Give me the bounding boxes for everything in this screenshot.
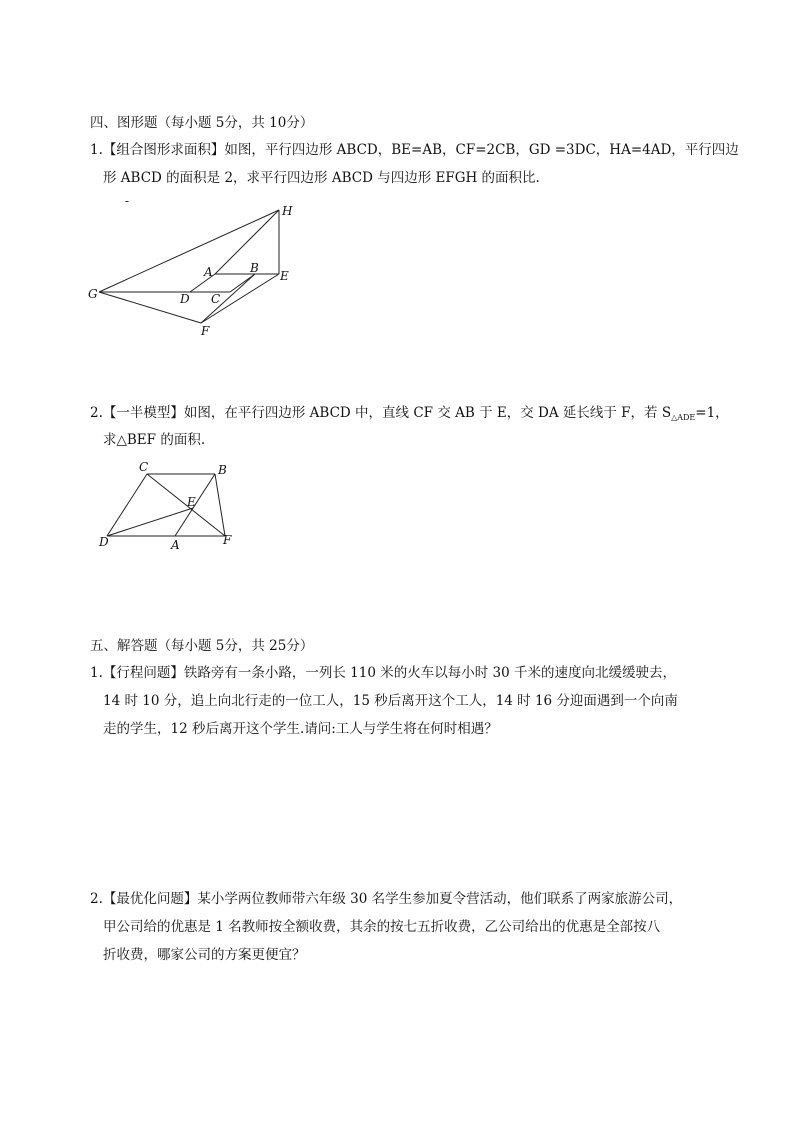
label-e: E <box>280 269 289 283</box>
s4-q2-line1-pre: 2.【一半模型】如图，在平行四边形 ABCD 中，直线 CF 交 AB 于 E，交 DA 延长线于 F，若 S <box>90 405 672 421</box>
s4-q2-line1-post: =1， <box>695 405 729 421</box>
line-cf <box>147 474 225 536</box>
s4-q2-line1 <box>90 403 729 428</box>
label-c: C <box>211 292 221 306</box>
label-b: B <box>218 463 227 477</box>
line-gh <box>99 210 279 292</box>
line-dc <box>107 474 147 536</box>
s5-q2-line1: 2.【最优化问题】某小学两位教师带六年级 30 名学生参加夏令营活动，他们联系了两家旅游公司， <box>90 891 683 907</box>
label-b: B <box>250 261 259 275</box>
s4-q1-line2: 形 ABCD 的面积是 2，求平行四边形 ABCD 与四边形 EFGH 的面积比. <box>103 170 540 186</box>
stray-dash: - <box>125 194 130 208</box>
label-e: E <box>187 495 196 509</box>
label-h: H <box>282 204 293 218</box>
label-d: D <box>99 535 109 549</box>
s4-q2-line1-sub: △ADE <box>671 413 696 422</box>
label-a: A <box>204 265 213 279</box>
label-d: D <box>180 292 190 306</box>
section5-heading: 五、解答题（每小题 5分，共 25分） <box>90 638 314 654</box>
s4-q2-line2: 求△BEF 的面积. <box>103 432 206 448</box>
line-ah <box>215 210 279 274</box>
label-g: G <box>88 287 98 301</box>
line-cb <box>230 274 255 292</box>
line-de <box>107 508 193 536</box>
label-f: F <box>201 324 210 338</box>
label-f: F <box>223 533 232 547</box>
section4-heading: 四、图形题（每小题 5分，共 10分） <box>90 115 314 131</box>
figure-efgh <box>80 190 310 340</box>
line-bf <box>215 474 225 536</box>
s5-q2-line2: 甲公司给的优惠是 1 名教师按全额收费，其余的按七五折收费，乙公司给出的优惠是全部按八 <box>103 919 661 935</box>
s5-q2-line3: 折收费，哪家公司的方案更便宜？ <box>103 947 306 963</box>
s5-q1-line2: 14 时 10 分，追上向北行走的一位工人，15 秒后离开这个工人，14 时 16 分迎面遇到一个向南 <box>103 693 678 709</box>
s5-q1-line3: 走的学生，12 秒后离开这个学生.请问:工人与学生将在何时相遇？ <box>103 721 498 737</box>
s5-q1-line1: 1.【行程问题】铁路旁有一条小路，一列长 110 米的火车以每小时 30 千米的速度向北缓缓驶去， <box>90 665 676 681</box>
label-a: A <box>171 538 180 552</box>
s4-q1-line1: 1.【组合图形求面积】如图，平行四边形 ABCD，BE=AB，CF=2CB，GD =3DC，HA=4AD，平行四边 <box>90 142 739 158</box>
figure-bef <box>95 458 255 553</box>
line-bf <box>201 274 255 323</box>
label-c: C <box>139 460 149 474</box>
